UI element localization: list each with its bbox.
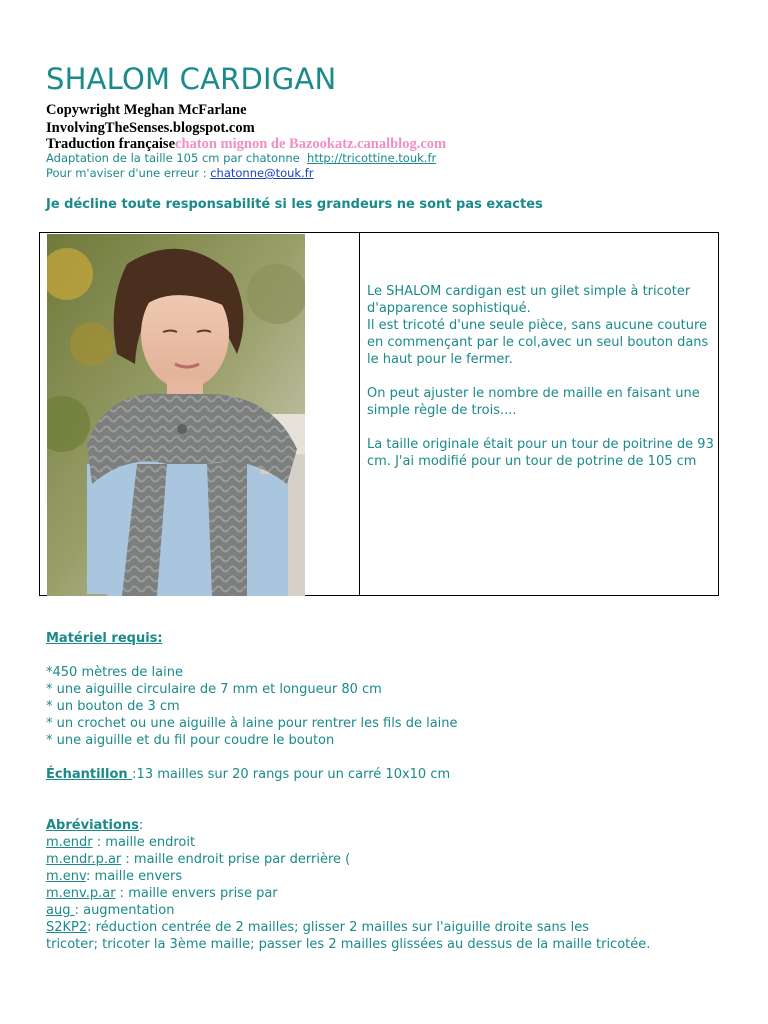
blog-line: InvolvingTheSenses.blogspot.com [46, 120, 255, 136]
abbreviation-desc: : maille endroit [92, 835, 196, 850]
abbreviation-desc: : réduction centrée de 2 mailles; glisser 2 mailles sur l'aiguille droite sans les [87, 920, 589, 935]
intro-para-1: Le SHALOM cardigan est un gilet simple à tricoter d'apparence sophistiqué. [367, 284, 691, 316]
pattern-body [46, 630, 736, 953]
copyright-line: Copywright Meghan McFarlane [46, 102, 247, 118]
error-line [46, 166, 314, 180]
intro-para-1b: Il est tricoté d'une seule pièce, sans aucune couture en commençant par le col,avec un seul bouton dans le haut pour le fermer. [367, 318, 709, 367]
error-text: Pour m'aviser d'une erreur : [46, 166, 211, 180]
abbreviation-term: m.endr [46, 835, 93, 850]
adaptation-link[interactable]: http://tricottine.touk.fr [307, 151, 437, 165]
gauge-line [46, 766, 736, 783]
adaptation-text: Adaptation de la taille 105 cm par chatonne [46, 151, 304, 165]
abbreviation-term: S2KP2 [46, 920, 88, 935]
material-item: *450 mètres de laine [46, 665, 183, 680]
translation-credit: chaton mignon de Bazookatz.canalblog.com [175, 136, 447, 152]
intro-text [367, 283, 719, 487]
abbreviation-term: aug [46, 903, 75, 918]
abbreviation-term: m.env [46, 869, 87, 884]
abbreviation-row [46, 851, 736, 868]
abbreviation-desc: : maille envers [86, 869, 183, 884]
error-email-link[interactable]: chatonne@touk.fr [210, 166, 314, 180]
cardigan-photo [47, 234, 305, 596]
abbreviation-desc: : augmentation [74, 903, 175, 918]
material-item: * une aiguille et du fil pour coudre le bouton [46, 733, 335, 748]
abbreviation-desc: : maille envers prise par [115, 886, 278, 901]
abbreviations-heading-line [46, 817, 736, 834]
abbreviation-row [46, 834, 736, 851]
abbreviation-row [46, 868, 736, 885]
abbreviation-row [46, 919, 736, 936]
gauge-text: :13 mailles sur 20 rangs pour un carré 10x10 cm [132, 767, 451, 782]
abbreviation-row [46, 902, 736, 919]
abbreviation-row [46, 885, 736, 902]
box-divider [359, 233, 360, 595]
translation-label: Traduction française [46, 136, 176, 152]
material-item: * une aiguille circulaire de 7 mm et longueur 80 cm [46, 682, 382, 697]
page-title: SHALOM CARDIGAN [46, 62, 337, 96]
materials-heading: Matériel requis: [46, 631, 163, 646]
abbreviation-term: m.env.p.ar [46, 886, 116, 901]
abbreviations-colon: : [138, 818, 144, 833]
abbreviation-continuation: tricoter; tricoter la 3ème maille; passer les 2 mailles glissées au dessus de la maille tricotée. [46, 937, 651, 952]
disclaimer: Je décline toute responsabilité si les grandeurs ne sont pas exactes [46, 197, 543, 212]
intro-box [39, 232, 719, 596]
material-item: * un bouton de 3 cm [46, 699, 180, 714]
material-item: * un crochet ou une aiguille à laine pour rentrer les fils de laine [46, 716, 458, 731]
adaptation-line [46, 151, 436, 165]
intro-para-2: On peut ajuster le nombre de maille en faisant une simple règle de trois.... [367, 386, 700, 418]
intro-para-3: La taille originale était pour un tour de poitrine de 93 cm. J'ai modifié pour un tour de potrine de 105 cm [367, 437, 714, 469]
abbreviation-desc: : maille endroit prise par derrière ( [121, 852, 351, 867]
abbreviations-heading: Abréviations [46, 818, 139, 833]
gauge-label: Échantillon [46, 767, 133, 782]
abbreviation-term: m.endr.p.ar [46, 852, 122, 867]
